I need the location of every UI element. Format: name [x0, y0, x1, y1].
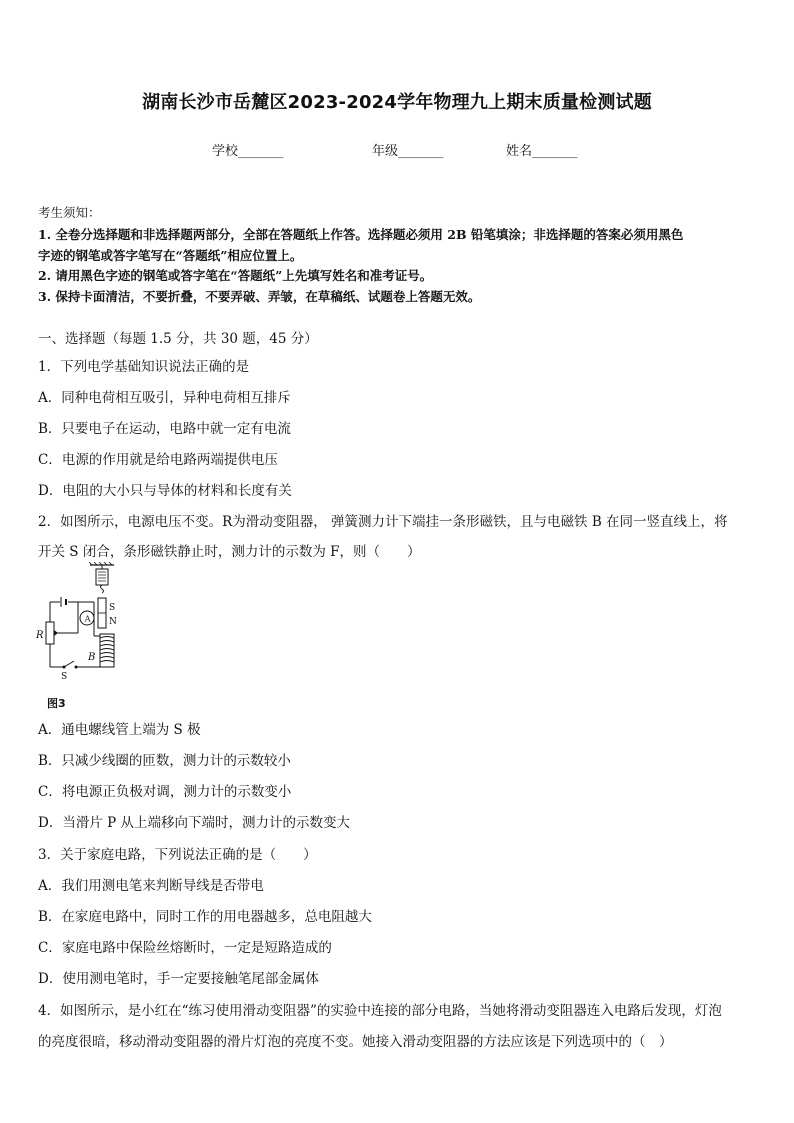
q3-option-b: B．在家庭电路中，同时工作的用电器越多，总电阻越大 [38, 909, 372, 925]
electromagnet-coil-icon [100, 634, 114, 667]
spring-scale-icon [89, 562, 114, 593]
q3-option-a: A．我们用测电笔来判断导线是否带电 [38, 878, 264, 894]
q1-option-d: D．电阻的大小只与导体的材料和长度有关 [38, 483, 292, 499]
switch-icon [63, 661, 78, 669]
q2-option-b: B．只减少线圈的匝数，测力计的示数较小 [38, 753, 291, 769]
q3-stem: 3．关于家庭电路，下列说法正确的是（ ） [38, 847, 317, 863]
grade-field[interactable]: 年级_______ [372, 144, 444, 159]
electromagnet-label: B [88, 652, 96, 663]
q4-stem-line-2: 的亮度很暗，移动滑动变阻器的滑片灯泡的亮度不变。她接入滑动变阻器的方法应该是下列选项中的（ ） [38, 1034, 673, 1050]
section-heading-choice: 一、选择题（每题 1.5 分，共 30 题，45 分） [38, 331, 318, 347]
notice-heading: 考生须知： [38, 205, 101, 220]
ammeter-label: A [84, 614, 91, 625]
q4-stem-line-1: 4．如图所示，是小红在“练习使用滑动变阻器”的实验中连接的部分电路，当她将滑动变阻器连入电路后发现，灯泡 [38, 1003, 722, 1019]
rheostat-icon [46, 622, 58, 644]
q1-option-b: B．只要电子在运动，电路中就一定有电流 [38, 421, 291, 437]
switch-label: S [61, 672, 68, 682]
q2-option-d: D．当滑片 P 从上端移向下端时，测力计的示数变大 [38, 815, 350, 831]
battery-icon [61, 597, 66, 607]
q1-stem: 1．下列电学基础知识说法正确的是 [38, 359, 250, 375]
bar-magnet-icon [98, 598, 106, 628]
page-title: 湖南长沙市岳麓区2023-2024学年物理九上期末质量检测试题 [142, 92, 652, 113]
q1-option-c: C．电源的作用就是给电路两端提供电压 [38, 452, 278, 468]
q2-circuit-figure [34, 562, 134, 690]
rheostat-label: R [36, 630, 44, 641]
magnet-s-pole-label: S [109, 603, 116, 613]
q2-option-c: C．将电源正负极对调，测力计的示数变小 [38, 784, 292, 800]
q2-option-a: A．通电螺线管上端为 S 极 [38, 722, 201, 738]
q2-stem-line-2: 开关 S 闭合，条形磁铁静止时，测力计的示数为 F，则（ ） [38, 544, 421, 560]
notice-item-1-line-2: 字迹的钢笔或答字笔写在“答题纸”相应位置上。 [38, 248, 303, 263]
q3-option-d: D．使用测电笔时，手一定要接触笔尾部金属体 [38, 971, 319, 987]
school-field[interactable]: 学校_______ [212, 144, 284, 159]
q1-option-a: A．同种电荷相互吸引，异种电荷相互排斥 [38, 390, 291, 406]
figure-caption: 图3 [47, 697, 66, 710]
name-field[interactable]: 姓名_______ [506, 144, 578, 159]
notice-item-2: 2. 请用黑色字迹的钢笔或答字笔在“答题纸”上先填写姓名和准考证号。 [38, 268, 433, 283]
magnet-n-pole-label: N [109, 617, 117, 627]
notice-item-3: 3. 保持卡面清洁，不要折叠，不要弄破、弄皱，在草稿纸、试题卷上答题无效。 [38, 289, 481, 304]
q2-stem-line-1: 2．如图所示，电源电压不变。R为滑动变阻器， 弹簧测力计下端挂一条形磁铁，且与电磁铁 B 在同一竖直线上，将 [38, 514, 728, 530]
q3-option-c: C．家庭电路中保险丝熔断时，一定是短路造成的 [38, 940, 332, 956]
notice-item-1-line-1: 1. 全卷分选择题和非选择题两部分，全部在答题纸上作答。选择题必须用 2B 铅笔填涂；非选择题的答案必须用黑色 [38, 227, 684, 242]
